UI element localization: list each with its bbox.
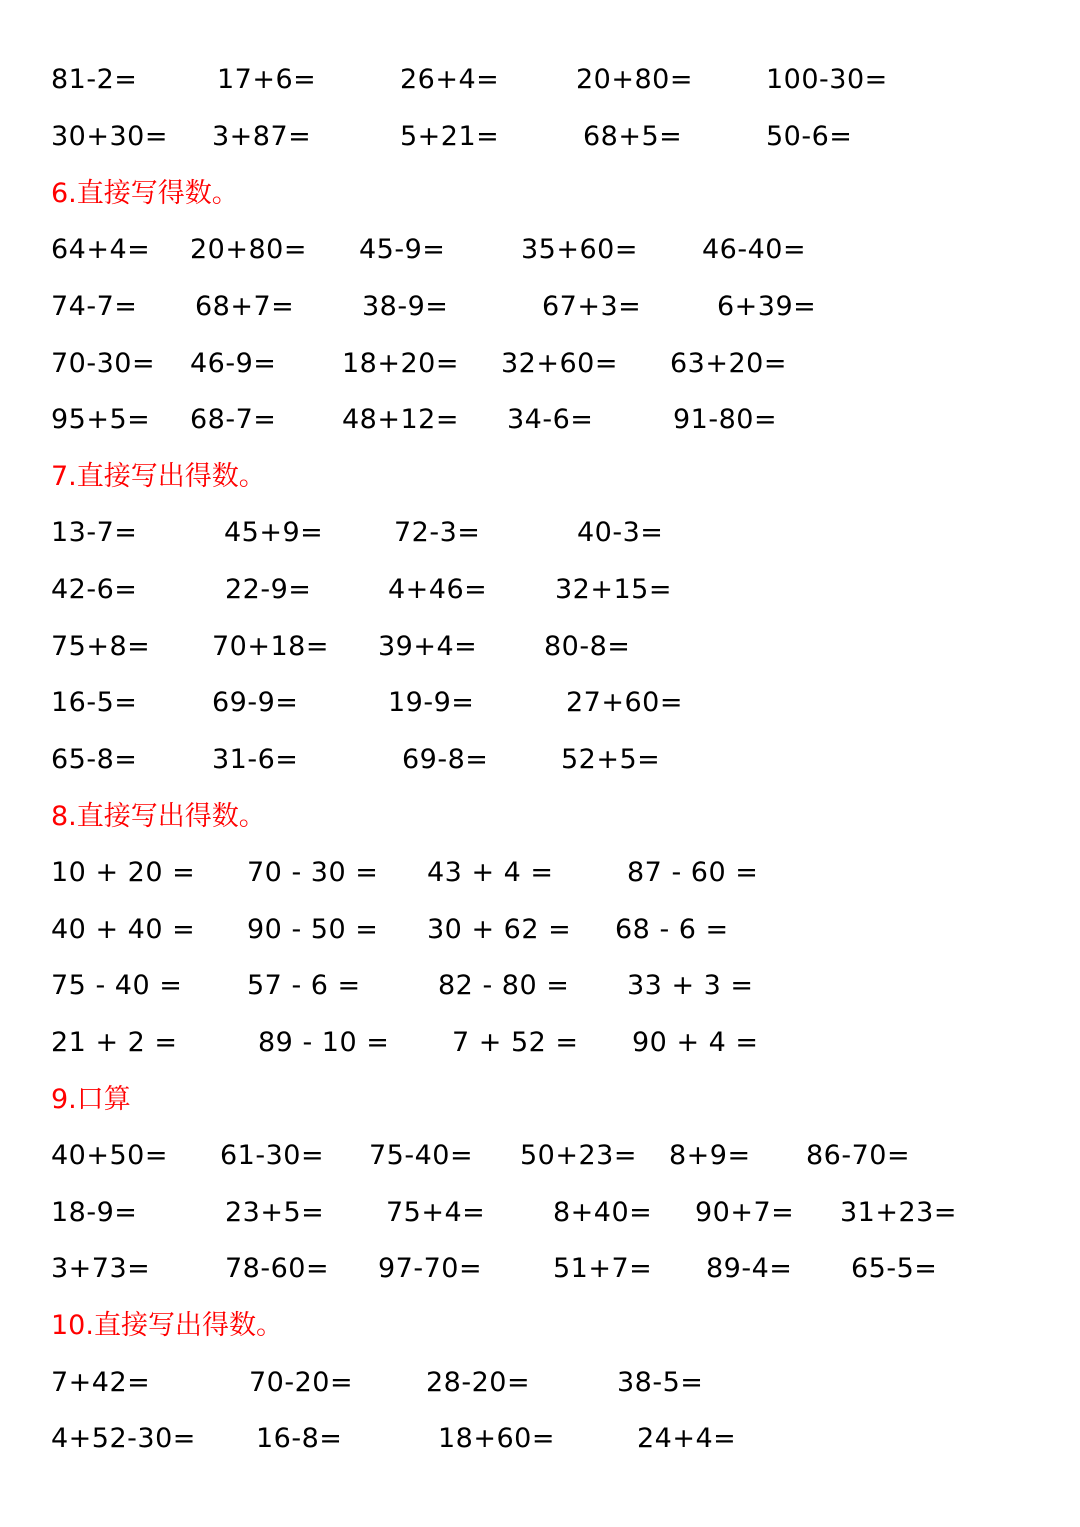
section-heading-10 (0, 1306, 1080, 1346)
problem: 68+5= (583, 121, 683, 152)
problem: 75-40= (369, 1140, 474, 1171)
problem: 67+3= (542, 291, 642, 322)
problem: 80-8= (544, 631, 631, 662)
problem: 90+7= (695, 1197, 795, 1228)
problem: 31+23= (840, 1197, 957, 1228)
problem-row (0, 230, 1080, 270)
problem: 8+9= (669, 1140, 751, 1171)
problem-row (0, 910, 1080, 950)
problem: 75+4= (386, 1197, 486, 1228)
problem: 28-20= (426, 1367, 531, 1398)
problem: 7 + 52 = (452, 1027, 579, 1058)
problem: 30+30= (51, 121, 168, 152)
problem: 75 - 40 = (51, 970, 183, 1001)
problem: 70-20= (249, 1367, 354, 1398)
problem: 46-9= (190, 348, 277, 379)
section-heading-9 (0, 1080, 1080, 1120)
problem-row (0, 344, 1080, 384)
section-heading-7 (0, 457, 1080, 497)
problem-row (0, 570, 1080, 610)
problem: 57 - 6 = (247, 970, 361, 1001)
problem: 42-6= (51, 574, 138, 605)
problem: 65-5= (851, 1253, 938, 1284)
problem-row (0, 400, 1080, 440)
problem: 21 + 2 = (51, 1027, 178, 1058)
problem: 22-9= (225, 574, 312, 605)
problem: 68 - 6 = (615, 914, 729, 945)
problem: 63+20= (670, 348, 787, 379)
problem: 8+40= (553, 1197, 653, 1228)
problem: 69-9= (212, 687, 299, 718)
section-title: 6.直接写得数。 (51, 178, 239, 209)
problem-row (0, 1363, 1080, 1403)
problem: 23+5= (225, 1197, 325, 1228)
problem: 45+9= (224, 517, 324, 548)
problem-row (0, 117, 1080, 157)
problem: 97-70= (378, 1253, 483, 1284)
section-title: 9.口算 (51, 1084, 131, 1115)
problem: 7+42= (51, 1367, 151, 1398)
problem: 95+5= (51, 404, 151, 435)
problem: 86-70= (806, 1140, 911, 1171)
problem: 18+60= (438, 1423, 555, 1454)
problem: 40 + 40 = (51, 914, 196, 945)
problem: 38-9= (362, 291, 449, 322)
problem: 82 - 80 = (438, 970, 570, 1001)
problem: 32+15= (555, 574, 672, 605)
problem: 75+8= (51, 631, 151, 662)
problem: 48+12= (342, 404, 459, 435)
problem-row (0, 513, 1080, 553)
problem: 24+4= (637, 1423, 737, 1454)
problem: 50+23= (520, 1140, 637, 1171)
section-heading-8 (0, 797, 1080, 837)
section-title: 7.直接写出得数。 (51, 461, 266, 492)
problem: 33 + 3 = (627, 970, 754, 1001)
problem-row (0, 60, 1080, 100)
problem: 89 - 10 = (258, 1027, 390, 1058)
problem: 26+4= (400, 64, 500, 95)
problem-row (0, 1419, 1080, 1459)
problem: 90 + 4 = (632, 1027, 759, 1058)
problem: 61-30= (220, 1140, 325, 1171)
problem: 20+80= (576, 64, 693, 95)
problem: 90 - 50 = (247, 914, 379, 945)
problem-row (0, 1249, 1080, 1289)
problem-row (0, 1193, 1080, 1233)
problem: 40-3= (577, 517, 664, 548)
problem: 70 - 30 = (247, 857, 379, 888)
problem: 13-7= (51, 517, 138, 548)
problem: 27+60= (566, 687, 683, 718)
problem: 16-8= (256, 1423, 343, 1454)
problem-row (0, 287, 1080, 327)
problem: 10 + 20 = (51, 857, 196, 888)
problem: 16-5= (51, 687, 138, 718)
problem: 6+39= (717, 291, 817, 322)
problem-row (0, 1023, 1080, 1063)
problem: 40+50= (51, 1140, 168, 1171)
problem-row (0, 966, 1080, 1006)
problem: 68+7= (195, 291, 295, 322)
problem: 18+20= (342, 348, 459, 379)
section-heading-6 (0, 174, 1080, 214)
problem: 68-7= (190, 404, 277, 435)
problem: 45-9= (359, 234, 446, 265)
problem: 38-5= (617, 1367, 704, 1398)
problem: 31-6= (212, 744, 299, 775)
problem: 74-7= (51, 291, 138, 322)
problem: 51+7= (553, 1253, 653, 1284)
problem: 100-30= (766, 64, 888, 95)
problem: 4+52-30= (51, 1423, 196, 1454)
problem: 70+18= (212, 631, 329, 662)
problem-row (0, 853, 1080, 893)
problem: 30 + 62 = (427, 914, 572, 945)
problem: 3+87= (212, 121, 312, 152)
problem-row (0, 740, 1080, 780)
problem: 34-6= (507, 404, 594, 435)
problem: 50-6= (766, 121, 853, 152)
problem: 43 + 4 = (427, 857, 554, 888)
problem: 91-80= (673, 404, 778, 435)
problem: 46-40= (702, 234, 807, 265)
problem: 19-9= (388, 687, 475, 718)
problem: 70-30= (51, 348, 156, 379)
problem-row (0, 627, 1080, 667)
problem: 3+73= (51, 1253, 151, 1284)
problem: 20+80= (190, 234, 307, 265)
problem-row (0, 683, 1080, 723)
problem: 5+21= (400, 121, 500, 152)
problem: 35+60= (521, 234, 638, 265)
problem: 65-8= (51, 744, 138, 775)
section-title: 10.直接写出得数。 (51, 1310, 283, 1341)
problem: 89-4= (706, 1253, 793, 1284)
problem: 64+4= (51, 234, 151, 265)
section-title: 8.直接写出得数。 (51, 801, 266, 832)
problem: 78-60= (225, 1253, 330, 1284)
problem: 87 - 60 = (627, 857, 759, 888)
problem: 81-2= (51, 64, 138, 95)
problem: 17+6= (217, 64, 317, 95)
problem-row (0, 1136, 1080, 1176)
problem: 69-8= (402, 744, 489, 775)
problem: 39+4= (378, 631, 478, 662)
problem: 72-3= (394, 517, 481, 548)
problem: 52+5= (561, 744, 661, 775)
problem: 4+46= (388, 574, 488, 605)
problem: 32+60= (501, 348, 618, 379)
problem: 18-9= (51, 1197, 138, 1228)
